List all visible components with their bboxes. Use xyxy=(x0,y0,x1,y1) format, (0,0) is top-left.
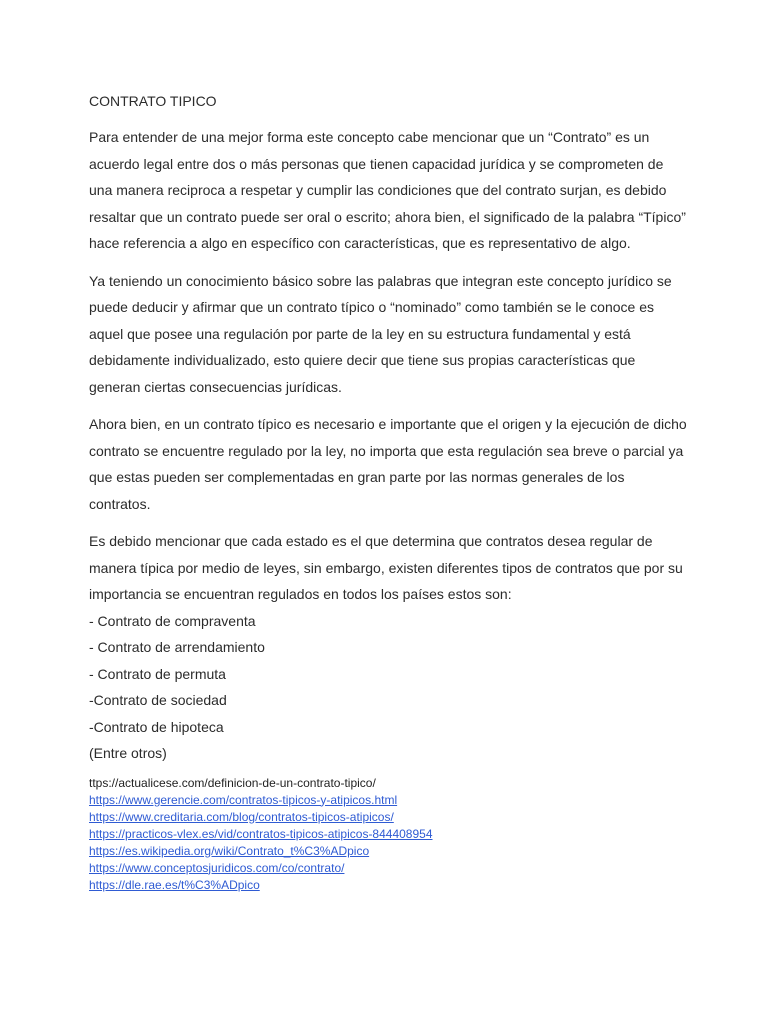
reference-link[interactable]: https://www.gerencie.com/contratos-tipicos-y-atipicos.html xyxy=(89,792,398,807)
paragraph-regulation: Ahora bien, en un contrato típico es necesario e importante que el origen y la ejecución de dicho contrato se encuentre regulado por la ley, no importa que esta regulación sea breve o parcial ya que estas pueden ser complementadas en gran parte por las normas generales de los contratos. xyxy=(89,416,687,512)
document-title: CONTRATO TIPICO xyxy=(89,93,217,109)
list-item: -Contrato de sociedad xyxy=(89,692,227,708)
reference-link[interactable]: https://dle.rae.es/t%C3%ADpico xyxy=(89,877,260,892)
list-note: (Entre otros) xyxy=(89,745,167,761)
reference-plain: ttps://actualicese.com/definicion-de-un-contrato-tipico/ xyxy=(89,775,376,790)
list-item: - Contrato de arrendamiento xyxy=(89,639,265,655)
list-item: - Contrato de compraventa xyxy=(89,612,256,629)
references xyxy=(89,775,689,894)
contract-types-list xyxy=(89,608,689,741)
list-item: - Contrato de permuta xyxy=(89,665,226,682)
reference-link[interactable]: https://www.conceptosjuridicos.com/co/contrato/ xyxy=(89,860,345,875)
paragraph-list-intro: Es debido mencionar que cada estado es el que determina que contratos desea regular de manera típica por medio de leyes, sin embargo, existen diferentes tipos de contratos que por su importancia se encuentran regulados en todos los países estos son: xyxy=(89,533,683,602)
list-item: -Contrato de hipoteca xyxy=(89,718,224,735)
reference-link[interactable]: https://es.wikipedia.org/wiki/Contrato_t%C3%ADpico xyxy=(89,843,370,858)
document-page xyxy=(89,90,689,894)
reference-link[interactable]: https://practicos-vlex.es/vid/contratos-tipicos-atipicos-844408954 xyxy=(89,826,433,841)
reference-link[interactable]: https://www.creditaria.com/blog/contratos-tipicos-atipicos/ xyxy=(89,809,394,824)
paragraph-definition: Para entender de una mejor forma este concepto cabe mencionar que un “Contrato” es un acuerdo legal entre dos o más personas que tienen capacidad jurídica y se comprometen de una manera reciproca a respetar y cumplir las condiciones que del contrato surjan, es debido resaltar que un contrato puede ser oral o escrito; ahora bien, el significado de la palabra “Típico” hace referencia a algo en específico con características, que es representativo de algo. xyxy=(89,129,686,251)
paragraph-nominado: Ya teniendo un conocimiento básico sobre las palabras que integran este concepto jurídico se puede deducir y afirmar que un contrato típico o “nominado” como también se le conoce es aquel que posee una regulación por parte de la ley en su estructura fundamental y está debidamente individualizado, esto quiere decir que tiene sus propias características que generan ciertas consecuencias jurídicas. xyxy=(89,272,672,395)
